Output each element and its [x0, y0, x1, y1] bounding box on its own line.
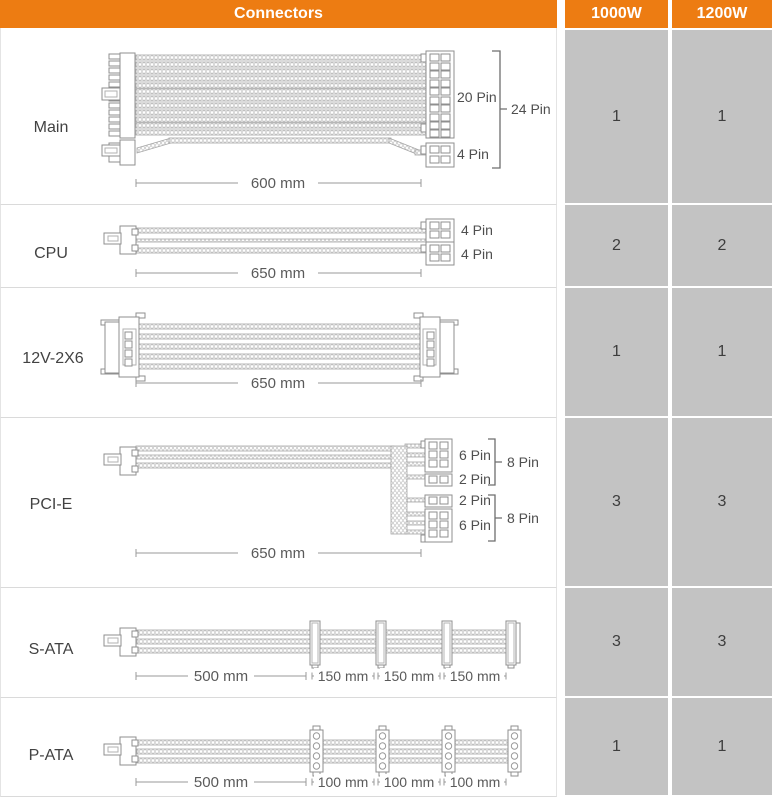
molex-connector-3	[442, 726, 455, 776]
dimension-100mm-2	[378, 774, 440, 790]
sata-connector-1	[310, 621, 320, 668]
pcie-6pin-bottom-connector	[421, 509, 452, 542]
row-cpu	[0, 205, 772, 288]
pin-label-4pin-top: 4 Pin	[461, 222, 493, 238]
sata-end-cap	[516, 623, 520, 663]
value-12v2x6-1000w: 1	[565, 288, 668, 418]
dimension-100mm-3	[444, 774, 506, 790]
pin-label-4pin-bottom: 4 Pin	[461, 246, 493, 262]
dimension-150mm-2	[378, 668, 440, 684]
dimension-650mm	[136, 544, 421, 562]
pin-label-2pin-top: 2 Pin	[459, 471, 491, 487]
pcie-diagram-cell	[0, 418, 557, 588]
sata-connector-2	[376, 621, 386, 668]
dimension-150mm-3	[444, 668, 506, 684]
svg-text:500 mm: 500 mm	[193, 774, 249, 791]
header-1000w: 1000W	[565, 0, 668, 28]
value-sata-1000w: 3	[565, 588, 668, 698]
pin-label-24pin: 24 Pin	[511, 101, 551, 117]
sata-connector-4	[506, 621, 516, 668]
row-label-12v2x6: 12V-2X6	[22, 350, 84, 367]
value-pcie-1000w: 3	[565, 418, 668, 588]
sata-connector-3	[442, 621, 452, 668]
svg-text:100 mm: 100 mm	[449, 774, 501, 790]
value-pata-1200w: 1	[672, 698, 772, 797]
12v2x6-left-connector	[101, 313, 145, 381]
header-1200w: 1200W	[672, 0, 772, 28]
atx-4pin-connector	[421, 143, 454, 167]
table-header	[0, 0, 772, 28]
dimension-650mm	[136, 374, 421, 392]
sata-diagram-cell	[0, 588, 557, 698]
svg-text:650 mm: 650 mm	[250, 545, 306, 562]
12v2x6-diagram-cell	[0, 288, 557, 418]
pata-cable-diagram	[1, 698, 556, 796]
svg-text:600 mm: 600 mm	[250, 175, 306, 192]
header-gap	[557, 0, 565, 28]
pin-label-6pin-bottom: 6 Pin	[459, 517, 491, 533]
molex-connector-4	[508, 726, 521, 776]
pcie-cable-diagram	[1, 418, 556, 587]
row-label-cpu: CPU	[34, 245, 68, 262]
svg-text:100 mm: 100 mm	[383, 774, 435, 790]
atx-20pin-connector	[421, 51, 454, 138]
12v2x6-right-connector	[414, 313, 458, 381]
row-12v2x6	[0, 288, 772, 418]
row-sata	[0, 588, 772, 698]
svg-text:150 mm: 150 mm	[317, 668, 369, 684]
24pin-bracket	[492, 51, 507, 168]
pcie-2pin-bottom-connector	[425, 495, 452, 507]
cpu-cable-diagram	[1, 205, 556, 287]
value-main-1000w: 1	[565, 28, 668, 205]
pin-label-6pin-top: 6 Pin	[459, 447, 491, 463]
pin-label-4pin: 4 Pin	[457, 146, 489, 162]
pin-label-20pin: 20 Pin	[457, 89, 497, 105]
pcie-psu-plug	[104, 447, 138, 475]
value-cpu-1000w: 2	[565, 205, 668, 288]
svg-text:650 mm: 650 mm	[250, 375, 306, 392]
svg-text:650 mm: 650 mm	[250, 265, 306, 282]
value-pcie-1200w: 3	[672, 418, 772, 588]
atx4-left-connector	[102, 140, 135, 165]
molex-connector-1	[310, 726, 323, 776]
dimension-650mm	[136, 264, 421, 282]
cpu-psu-plug	[104, 226, 138, 254]
value-cpu-1200w: 2	[672, 205, 772, 288]
value-sata-1200w: 3	[672, 588, 772, 698]
pata-diagram-cell	[0, 698, 557, 797]
dimension-500mm	[136, 667, 306, 685]
sata-psu-plug	[104, 628, 138, 656]
dimension-500mm	[136, 773, 306, 791]
pin-label-2pin-bottom: 2 Pin	[459, 492, 491, 508]
pcie-wire-bundle	[391, 446, 407, 534]
main-cable-diagram	[1, 28, 556, 204]
pin-label-8pin-bottom: 8 Pin	[507, 510, 539, 526]
value-pata-1000w: 1	[565, 698, 668, 797]
cpu-diagram-cell	[0, 205, 557, 288]
molex-connector-2	[376, 726, 389, 776]
header-connectors: Connectors	[0, 0, 557, 28]
dimension-600mm	[136, 174, 421, 192]
row-pcie	[0, 418, 772, 588]
svg-text:150 mm: 150 mm	[383, 668, 435, 684]
row-label-sata: S-ATA	[28, 641, 74, 658]
row-main	[0, 28, 772, 205]
value-12v2x6-1200w: 1	[672, 288, 772, 418]
atx-left-connector	[102, 53, 135, 138]
sata-cable-diagram	[1, 588, 556, 697]
row-label-pata: P-ATA	[28, 747, 74, 764]
dimension-150mm-1	[312, 668, 374, 684]
pcie-6pin-top-connector	[421, 439, 452, 472]
pata-psu-plug	[104, 737, 138, 765]
svg-text:100 mm: 100 mm	[317, 774, 369, 790]
cpu-4pin-bottom-connector	[421, 242, 454, 265]
svg-text:500 mm: 500 mm	[193, 668, 249, 685]
row-label-pcie: PCI-E	[29, 496, 73, 513]
cpu-4pin-top-connector	[421, 219, 454, 242]
row-pata	[0, 698, 772, 797]
svg-text:150 mm: 150 mm	[449, 668, 501, 684]
row-label-main: Main	[33, 119, 69, 136]
pcie-2pin-top-connector	[425, 474, 452, 486]
value-main-1200w: 1	[672, 28, 772, 205]
12v2x6-cable-diagram	[1, 288, 556, 417]
dimension-100mm-1	[312, 774, 374, 790]
pin-label-8pin-top: 8 Pin	[507, 454, 539, 470]
main-diagram-cell	[0, 28, 557, 205]
